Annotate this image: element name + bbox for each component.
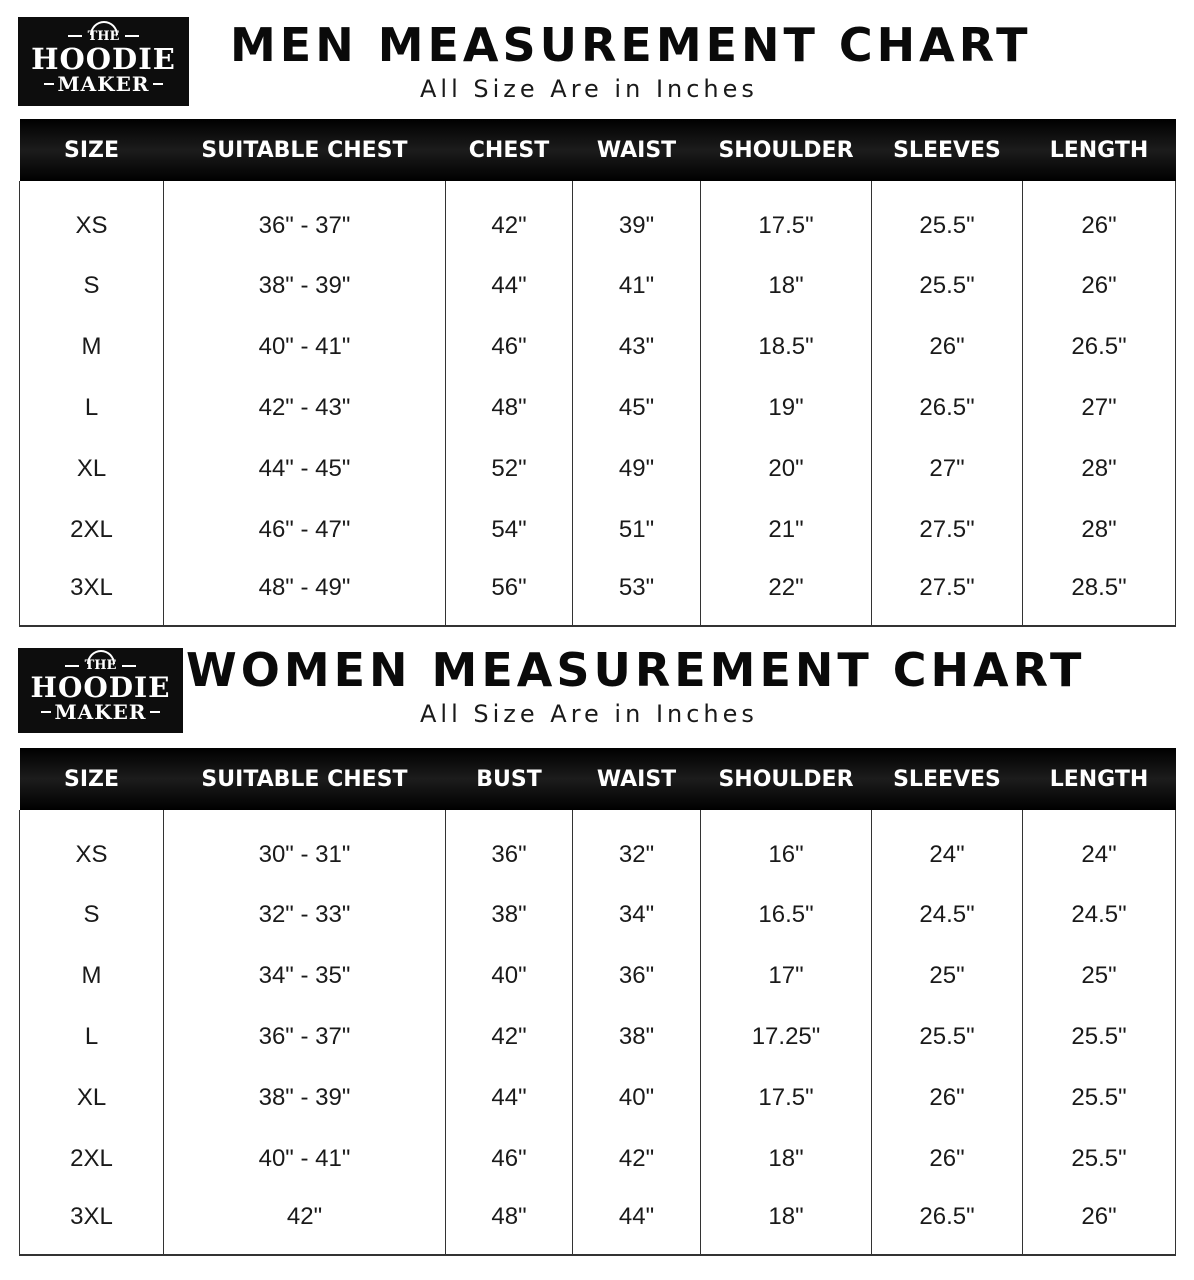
- header-length: LENGTH: [1023, 748, 1176, 810]
- table-row: [20, 945, 1176, 1006]
- table-row: [20, 1067, 1176, 1128]
- cell-suitable-chest: 48" - 49": [164, 560, 446, 626]
- cell-shoulder: 17.25": [701, 1006, 872, 1067]
- cell-size: S: [20, 255, 164, 316]
- logo-dash-left: [65, 665, 79, 667]
- cell-waist: 45": [573, 377, 701, 438]
- cell-size: XS: [20, 810, 164, 884]
- logo-dash-right: [150, 711, 160, 713]
- cell-size: L: [20, 1006, 164, 1067]
- women-chart-title: WOMEN MEASUREMENT CHART: [186, 643, 1086, 697]
- cell-waist: 41": [573, 255, 701, 316]
- cell-sleeves: 24.5": [872, 884, 1023, 945]
- cell-shoulder: 20": [701, 438, 872, 499]
- cell-sleeves: 26": [872, 1067, 1023, 1128]
- men-measurement-table: [19, 119, 1176, 627]
- header-suitable-chest: SUITABLE CHEST: [164, 119, 446, 181]
- table-row: [20, 438, 1176, 499]
- hood-icon: [90, 21, 118, 35]
- cell-length: 26": [1023, 1189, 1176, 1255]
- cell-sleeves: 25.5": [872, 255, 1023, 316]
- cell-suitable-chest: 36" - 37": [164, 181, 446, 255]
- table-row: [20, 884, 1176, 945]
- cell-length: 28.5": [1023, 560, 1176, 626]
- logo-the-text: THE: [88, 30, 120, 43]
- cell-sleeves: 26.5": [872, 1189, 1023, 1255]
- cell-shoulder: 18.5": [701, 316, 872, 377]
- cell-shoulder: 18": [701, 1189, 872, 1255]
- cell-size: XS: [20, 181, 164, 255]
- header-size: SIZE: [20, 119, 164, 181]
- cell-size: XL: [20, 438, 164, 499]
- cell-waist: 34": [573, 884, 701, 945]
- men-chart-subtitle: All Size Are in Inches: [420, 75, 758, 103]
- table-row: [20, 1128, 1176, 1189]
- brand-logo-men: [18, 17, 189, 106]
- cell-suitable-chest: 38" - 39": [164, 255, 446, 316]
- cell-bust: 44": [446, 1067, 573, 1128]
- logo-dash-left: [44, 83, 54, 85]
- cell-length: 24": [1023, 810, 1176, 884]
- cell-sleeves: 26": [872, 316, 1023, 377]
- hood-icon: [87, 650, 115, 664]
- cell-chest: 56": [446, 560, 573, 626]
- table-row: [20, 181, 1176, 255]
- cell-waist: 32": [573, 810, 701, 884]
- cell-suitable-chest: 30" - 31": [164, 810, 446, 884]
- logo-dash-right: [153, 83, 163, 85]
- cell-suitable-chest: 40" - 41": [164, 316, 446, 377]
- logo-maker-row: [44, 71, 164, 96]
- cell-bust: 48": [446, 1189, 573, 1255]
- cell-shoulder: 22": [701, 560, 872, 626]
- cell-chest: 46": [446, 316, 573, 377]
- cell-suitable-chest: 40" - 41": [164, 1128, 446, 1189]
- cell-shoulder: 16.5": [701, 884, 872, 945]
- cell-shoulder: 21": [701, 499, 872, 560]
- cell-waist: 49": [573, 438, 701, 499]
- cell-waist: 51": [573, 499, 701, 560]
- women-chart-subtitle: All Size Are in Inches: [420, 700, 758, 728]
- logo-dash-right: [122, 665, 136, 667]
- cell-bust: 40": [446, 945, 573, 1006]
- cell-sleeves: 27.5": [872, 499, 1023, 560]
- cell-waist: 43": [573, 316, 701, 377]
- header-suitable-chest: SUITABLE CHEST: [164, 748, 446, 810]
- cell-sleeves: 25": [872, 945, 1023, 1006]
- cell-size: 2XL: [20, 1128, 164, 1189]
- header-waist: WAIST: [573, 119, 701, 181]
- cell-chest: 54": [446, 499, 573, 560]
- cell-suitable-chest: 34" - 35": [164, 945, 446, 1006]
- logo-maker-text: MAKER: [57, 71, 150, 96]
- table-row: [20, 316, 1176, 377]
- cell-sleeves: 25.5": [872, 181, 1023, 255]
- cell-size: L: [20, 377, 164, 438]
- cell-waist: 36": [573, 945, 701, 1006]
- cell-length: 25.5": [1023, 1006, 1176, 1067]
- brand-logo-women: [18, 648, 183, 733]
- table-row: [20, 499, 1176, 560]
- header-sleeves: SLEEVES: [872, 119, 1023, 181]
- logo-the-text: THE: [85, 659, 117, 672]
- logo-dash-left: [68, 35, 82, 37]
- logo-the-row: [65, 659, 137, 672]
- header-length: LENGTH: [1023, 119, 1176, 181]
- logo-maker-text: MAKER: [54, 700, 147, 724]
- cell-size: 2XL: [20, 499, 164, 560]
- cell-chest: 42": [446, 181, 573, 255]
- cell-sleeves: 27": [872, 438, 1023, 499]
- cell-bust: 46": [446, 1128, 573, 1189]
- cell-bust: 38": [446, 884, 573, 945]
- cell-size: S: [20, 884, 164, 945]
- cell-shoulder: 16": [701, 810, 872, 884]
- cell-bust: 42": [446, 1006, 573, 1067]
- cell-sleeves: 27.5": [872, 560, 1023, 626]
- cell-shoulder: 18": [701, 1128, 872, 1189]
- cell-length: 26.5": [1023, 316, 1176, 377]
- cell-suitable-chest: 44" - 45": [164, 438, 446, 499]
- cell-length: 26": [1023, 181, 1176, 255]
- table-row: [20, 255, 1176, 316]
- men-chart-title: MEN MEASUREMENT CHART: [230, 18, 1032, 72]
- cell-shoulder: 17.5": [701, 181, 872, 255]
- cell-length: 25": [1023, 945, 1176, 1006]
- cell-shoulder: 18": [701, 255, 872, 316]
- cell-bust: 36": [446, 810, 573, 884]
- cell-waist: 39": [573, 181, 701, 255]
- cell-length: 26": [1023, 255, 1176, 316]
- cell-sleeves: 26.5": [872, 377, 1023, 438]
- logo-dash-left: [41, 711, 51, 713]
- table-row: [20, 377, 1176, 438]
- women-measurement-table: [19, 748, 1176, 1256]
- table-row: [20, 810, 1176, 884]
- cell-chest: 48": [446, 377, 573, 438]
- logo-the-row: [68, 30, 140, 43]
- table-row: [20, 560, 1176, 626]
- table-header-row: [20, 119, 1176, 181]
- cell-length: 28": [1023, 438, 1176, 499]
- cell-sleeves: 24": [872, 810, 1023, 884]
- cell-sleeves: 26": [872, 1128, 1023, 1189]
- cell-waist: 42": [573, 1128, 701, 1189]
- cell-suitable-chest: 38" - 39": [164, 1067, 446, 1128]
- table-header-row: [20, 748, 1176, 810]
- cell-length: 25.5": [1023, 1128, 1176, 1189]
- cell-shoulder: 17.5": [701, 1067, 872, 1128]
- cell-suitable-chest: 42" - 43": [164, 377, 446, 438]
- cell-shoulder: 17": [701, 945, 872, 1006]
- cell-size: 3XL: [20, 1189, 164, 1255]
- header-sleeves: SLEEVES: [872, 748, 1023, 810]
- header-chest: CHEST: [446, 119, 573, 181]
- header-waist: WAIST: [573, 748, 701, 810]
- cell-length: 27": [1023, 377, 1176, 438]
- header-size: SIZE: [20, 748, 164, 810]
- cell-suitable-chest: 46" - 47": [164, 499, 446, 560]
- table-row: [20, 1006, 1176, 1067]
- logo-hoodie-text: HOODIE: [30, 671, 171, 704]
- header-bust: BUST: [446, 748, 573, 810]
- header-shoulder: SHOULDER: [701, 748, 872, 810]
- logo-dash-right: [125, 35, 139, 37]
- cell-length: 24.5": [1023, 884, 1176, 945]
- cell-size: M: [20, 945, 164, 1006]
- cell-chest: 52": [446, 438, 573, 499]
- header-shoulder: SHOULDER: [701, 119, 872, 181]
- cell-sleeves: 25.5": [872, 1006, 1023, 1067]
- logo-hoodie-text: HOODIE: [31, 41, 176, 76]
- cell-suitable-chest: 32" - 33": [164, 884, 446, 945]
- cell-length: 28": [1023, 499, 1176, 560]
- logo-maker-row: [41, 702, 161, 722]
- cell-size: M: [20, 316, 164, 377]
- cell-suitable-chest: 36" - 37": [164, 1006, 446, 1067]
- cell-chest: 44": [446, 255, 573, 316]
- cell-length: 25.5": [1023, 1067, 1176, 1128]
- cell-waist: 40": [573, 1067, 701, 1128]
- cell-size: XL: [20, 1067, 164, 1128]
- cell-waist: 44": [573, 1189, 701, 1255]
- cell-suitable-chest: 42": [164, 1189, 446, 1255]
- cell-size: 3XL: [20, 560, 164, 626]
- cell-waist: 53": [573, 560, 701, 626]
- cell-shoulder: 19": [701, 377, 872, 438]
- table-row: [20, 1189, 1176, 1255]
- cell-waist: 38": [573, 1006, 701, 1067]
